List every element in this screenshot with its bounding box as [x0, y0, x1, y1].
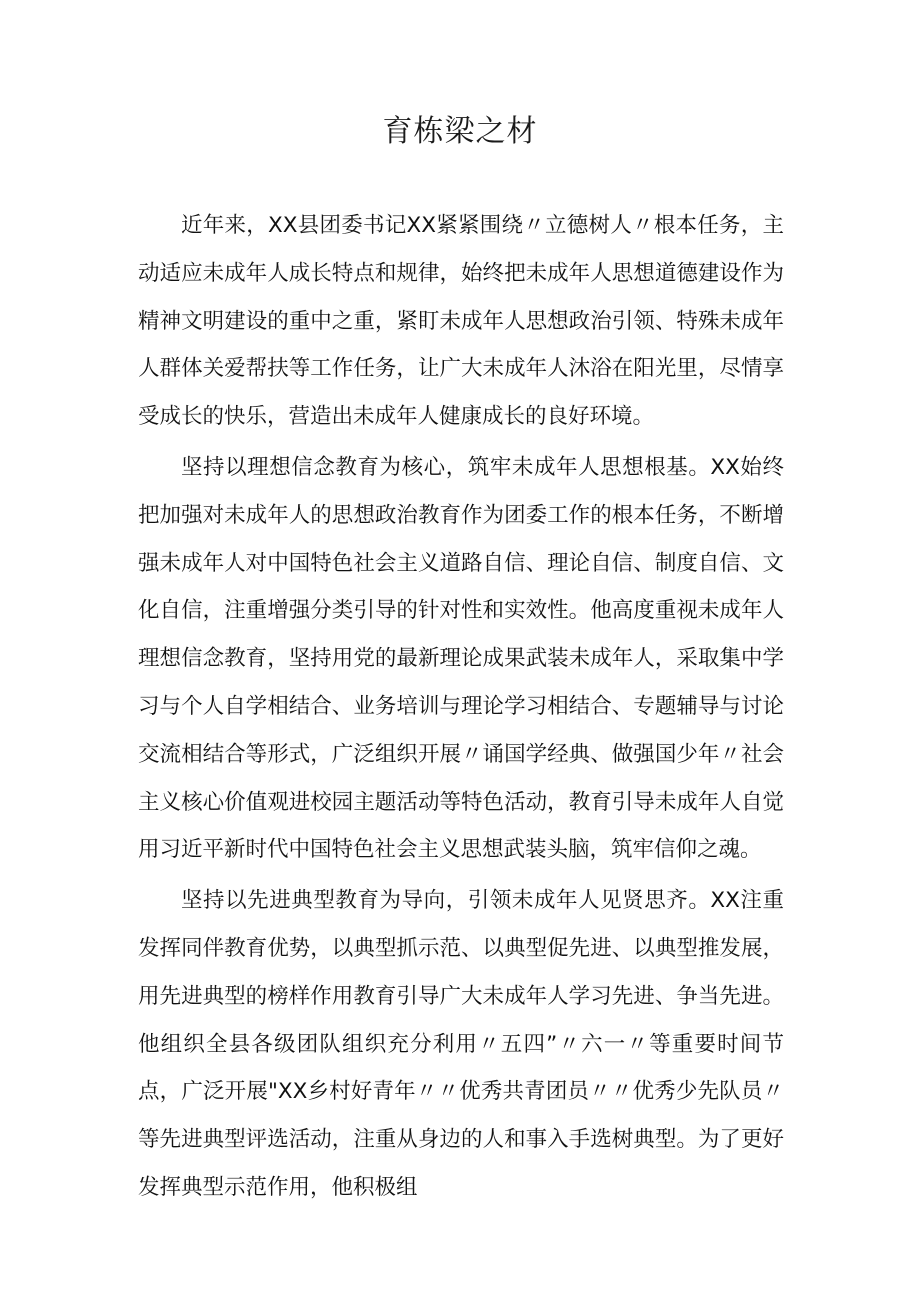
paragraph-2: 坚持以理想信念教育为核心，筑牢未成年人思想根基。XX始终把加强对未成年人的思想政治教育作为团委工作的根本任务，不断增强未成年人对中国特色社会主义道路自信、理论自信、制度自信、文化自信，注重增强分类引导的针对性和实效性。他高度重视未成年人理想信念教育，坚持用党的最新理论成果武装未成年人，采取集中学习与个人自学相结合、业务培训与理论学习相结合、专题辅导与讨论交流相结合等形式，广泛组织开展〃诵国学经典、做强国少年〃社会主义核心价值观进校园主题活动等特色活动，教育引导未成年人自觉用习近平新时代中国特色社会主义思想武装头脑，筑牢信仰之魂。	[138, 454, 784, 863]
paragraph-1: 近年来，XX县团委书记XX紧紧围绕〃立德树人〃根本任务，主动适应未成年人成长特点和规律，始终把未成年人思想道德建设作为精神文明建设的重中之重，紧盯未成年人思想政治引领、特殊未成年人群体关爱帮扶等工作任务，让广大未成年人沐浴在阳光里，尽情享受成长的快乐，营造出未成年人健康成长的良好环境。	[138, 213, 784, 430]
paragraph-3: 坚持以先进典型教育为导向，引领未成年人见贤思齐。XX注重发挥同伴教育优势，以典型抓示范、以典型促先进、以典型推发展，用先进典型的榜样作用教育引导广大未成年人学习先进、争当先进。他组织全县各级团队组织充分利用〃五四”〃六一〃等重要时间节点，广泛开展"XX乡村好青年〃〃优秀共青团员〃〃优秀少先队员〃等先进典型评选活动，注重从身边的人和事入手选树典型。为了更好发挥典型示范作用，他积极组	[138, 888, 784, 1200]
document-body	[138, 202, 784, 1215]
document-title: 育栋梁之材	[382, 114, 538, 149]
